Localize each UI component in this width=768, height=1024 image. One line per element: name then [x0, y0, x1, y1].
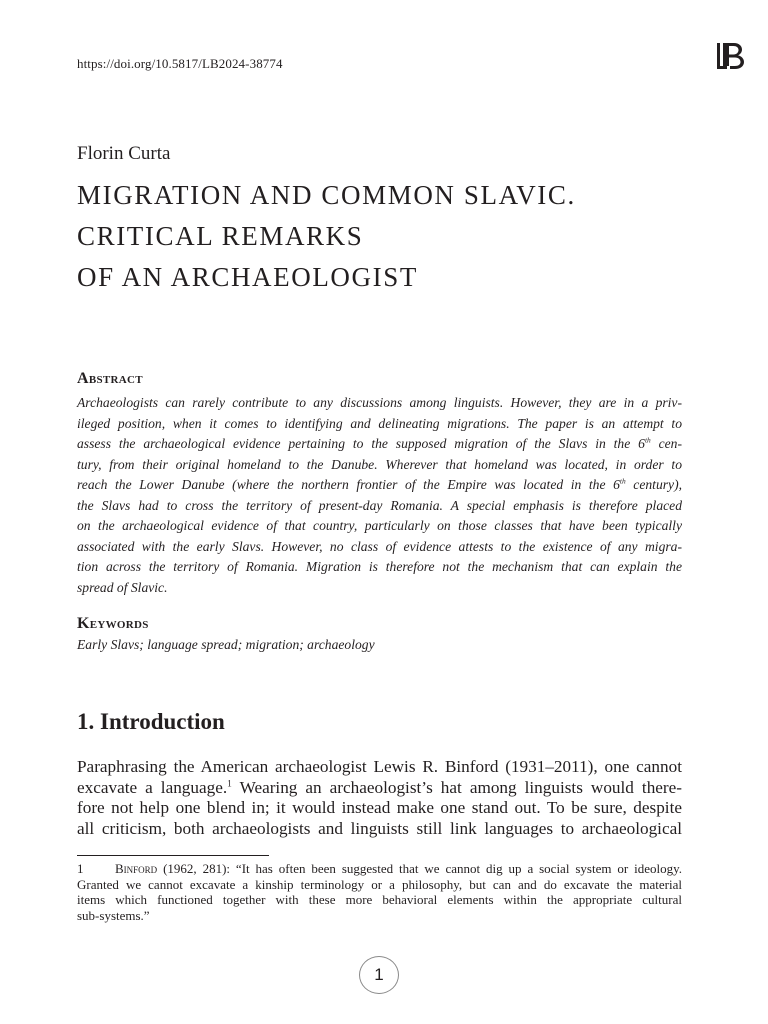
abstract-heading: Abstract: [77, 370, 143, 387]
title-line: MIGRATION AND COMMON SLAVIC.: [77, 180, 576, 210]
abstract-line: associated with the early Slavs. However, no class of evidence attests to the existence of any migra-: [77, 538, 682, 554]
keywords-text: Early Slavs; language spread; migration; archaeology: [77, 637, 375, 652]
body-line: Paraphrasing the American archaeologist Lewis R. Binford (1931–2011), one cannot: [77, 757, 682, 776]
footnote: [77, 861, 682, 923]
introduction-heading: 1. Introduction: [77, 709, 225, 734]
keywords-heading: Keywords: [77, 615, 149, 632]
footnote-line: Granted we cannot excavate a kinship terminology or a philosophy, but can and do excavate the material: [77, 876, 682, 892]
footnote-line-text: (1962, 281): “It has often been suggested that we cannot dig up a social system or ideology.: [157, 861, 682, 876]
footnote-author-ref: Binford: [115, 861, 158, 876]
body-line: all criticism, both archaeologists and linguists still link languages to archaeological: [77, 818, 682, 838]
abstract-line: tury, from their original homeland to the Danube. Wherever that homeland was located, in order to: [77, 456, 682, 472]
author-name: Florin Curta: [77, 143, 171, 164]
superscript: th: [619, 476, 626, 486]
abstract-text: [77, 393, 682, 598]
abstract-line-text: century),: [625, 477, 682, 492]
abstract-line: Archaeologists can rarely contribute to any discussions among linguists. However, they are in a priv-: [77, 395, 682, 410]
body-line: [77, 778, 682, 799]
article-title: [77, 175, 697, 298]
abstract-line-text: reach the Lower Danube (where the northern frontier of the Empire was located in the 6: [77, 477, 620, 492]
body-line-text: excavate a language.: [77, 777, 228, 797]
abstract-line-text: assess the archaeological evidence pertaining to the supposed migration of the Slavs in the 6: [77, 436, 645, 451]
abstract-line-text: cen-: [650, 436, 683, 451]
footnote-number: 1: [77, 861, 84, 876]
abstract-line: [77, 434, 682, 455]
title-line: CRITICAL REMARKS: [77, 221, 364, 251]
abstract-line: on the archaeological evidence of that country, particularly on those classes that have been typically: [77, 518, 682, 533]
introduction-text: [77, 757, 682, 839]
publisher-b-logo-icon: [717, 43, 745, 69]
abstract-line: [77, 475, 682, 496]
footnote-line: [77, 861, 682, 877]
abstract-line: spread of Slavic.: [77, 579, 168, 595]
body-line-text: Wearing an archaeologist’s hat among linguists would there-: [231, 777, 682, 797]
superscript: th: [644, 435, 651, 445]
footnote-divider: [77, 855, 269, 856]
abstract-line: tion across the territory of Romania. Migration is therefore not the mechanism that can explain the: [77, 559, 682, 574]
footnote-ref[interactable]: 1: [227, 778, 232, 789]
page-number: 1: [359, 956, 399, 994]
doi-link[interactable]: https://doi.org/10.5817/LB2024-38774: [77, 56, 283, 71]
footnote-line: sub-systems.”: [77, 907, 150, 923]
body-line: fore not help one blend in; it would instead make one stand out. To be sure, despite: [77, 798, 682, 818]
abstract-line: the Slavs had to cross the territory of present-day Romania. A special emphasis is therefore placed: [77, 497, 682, 513]
abstract-line: ileged position, when it comes to identifying and delineating migrations. The paper is an attempt to: [77, 415, 682, 431]
footnote-line: items which functioned together with these more behavioral elements within the appropriate cultural: [77, 892, 682, 907]
title-line: OF AN ARCHAEOLOGIST: [77, 262, 418, 292]
